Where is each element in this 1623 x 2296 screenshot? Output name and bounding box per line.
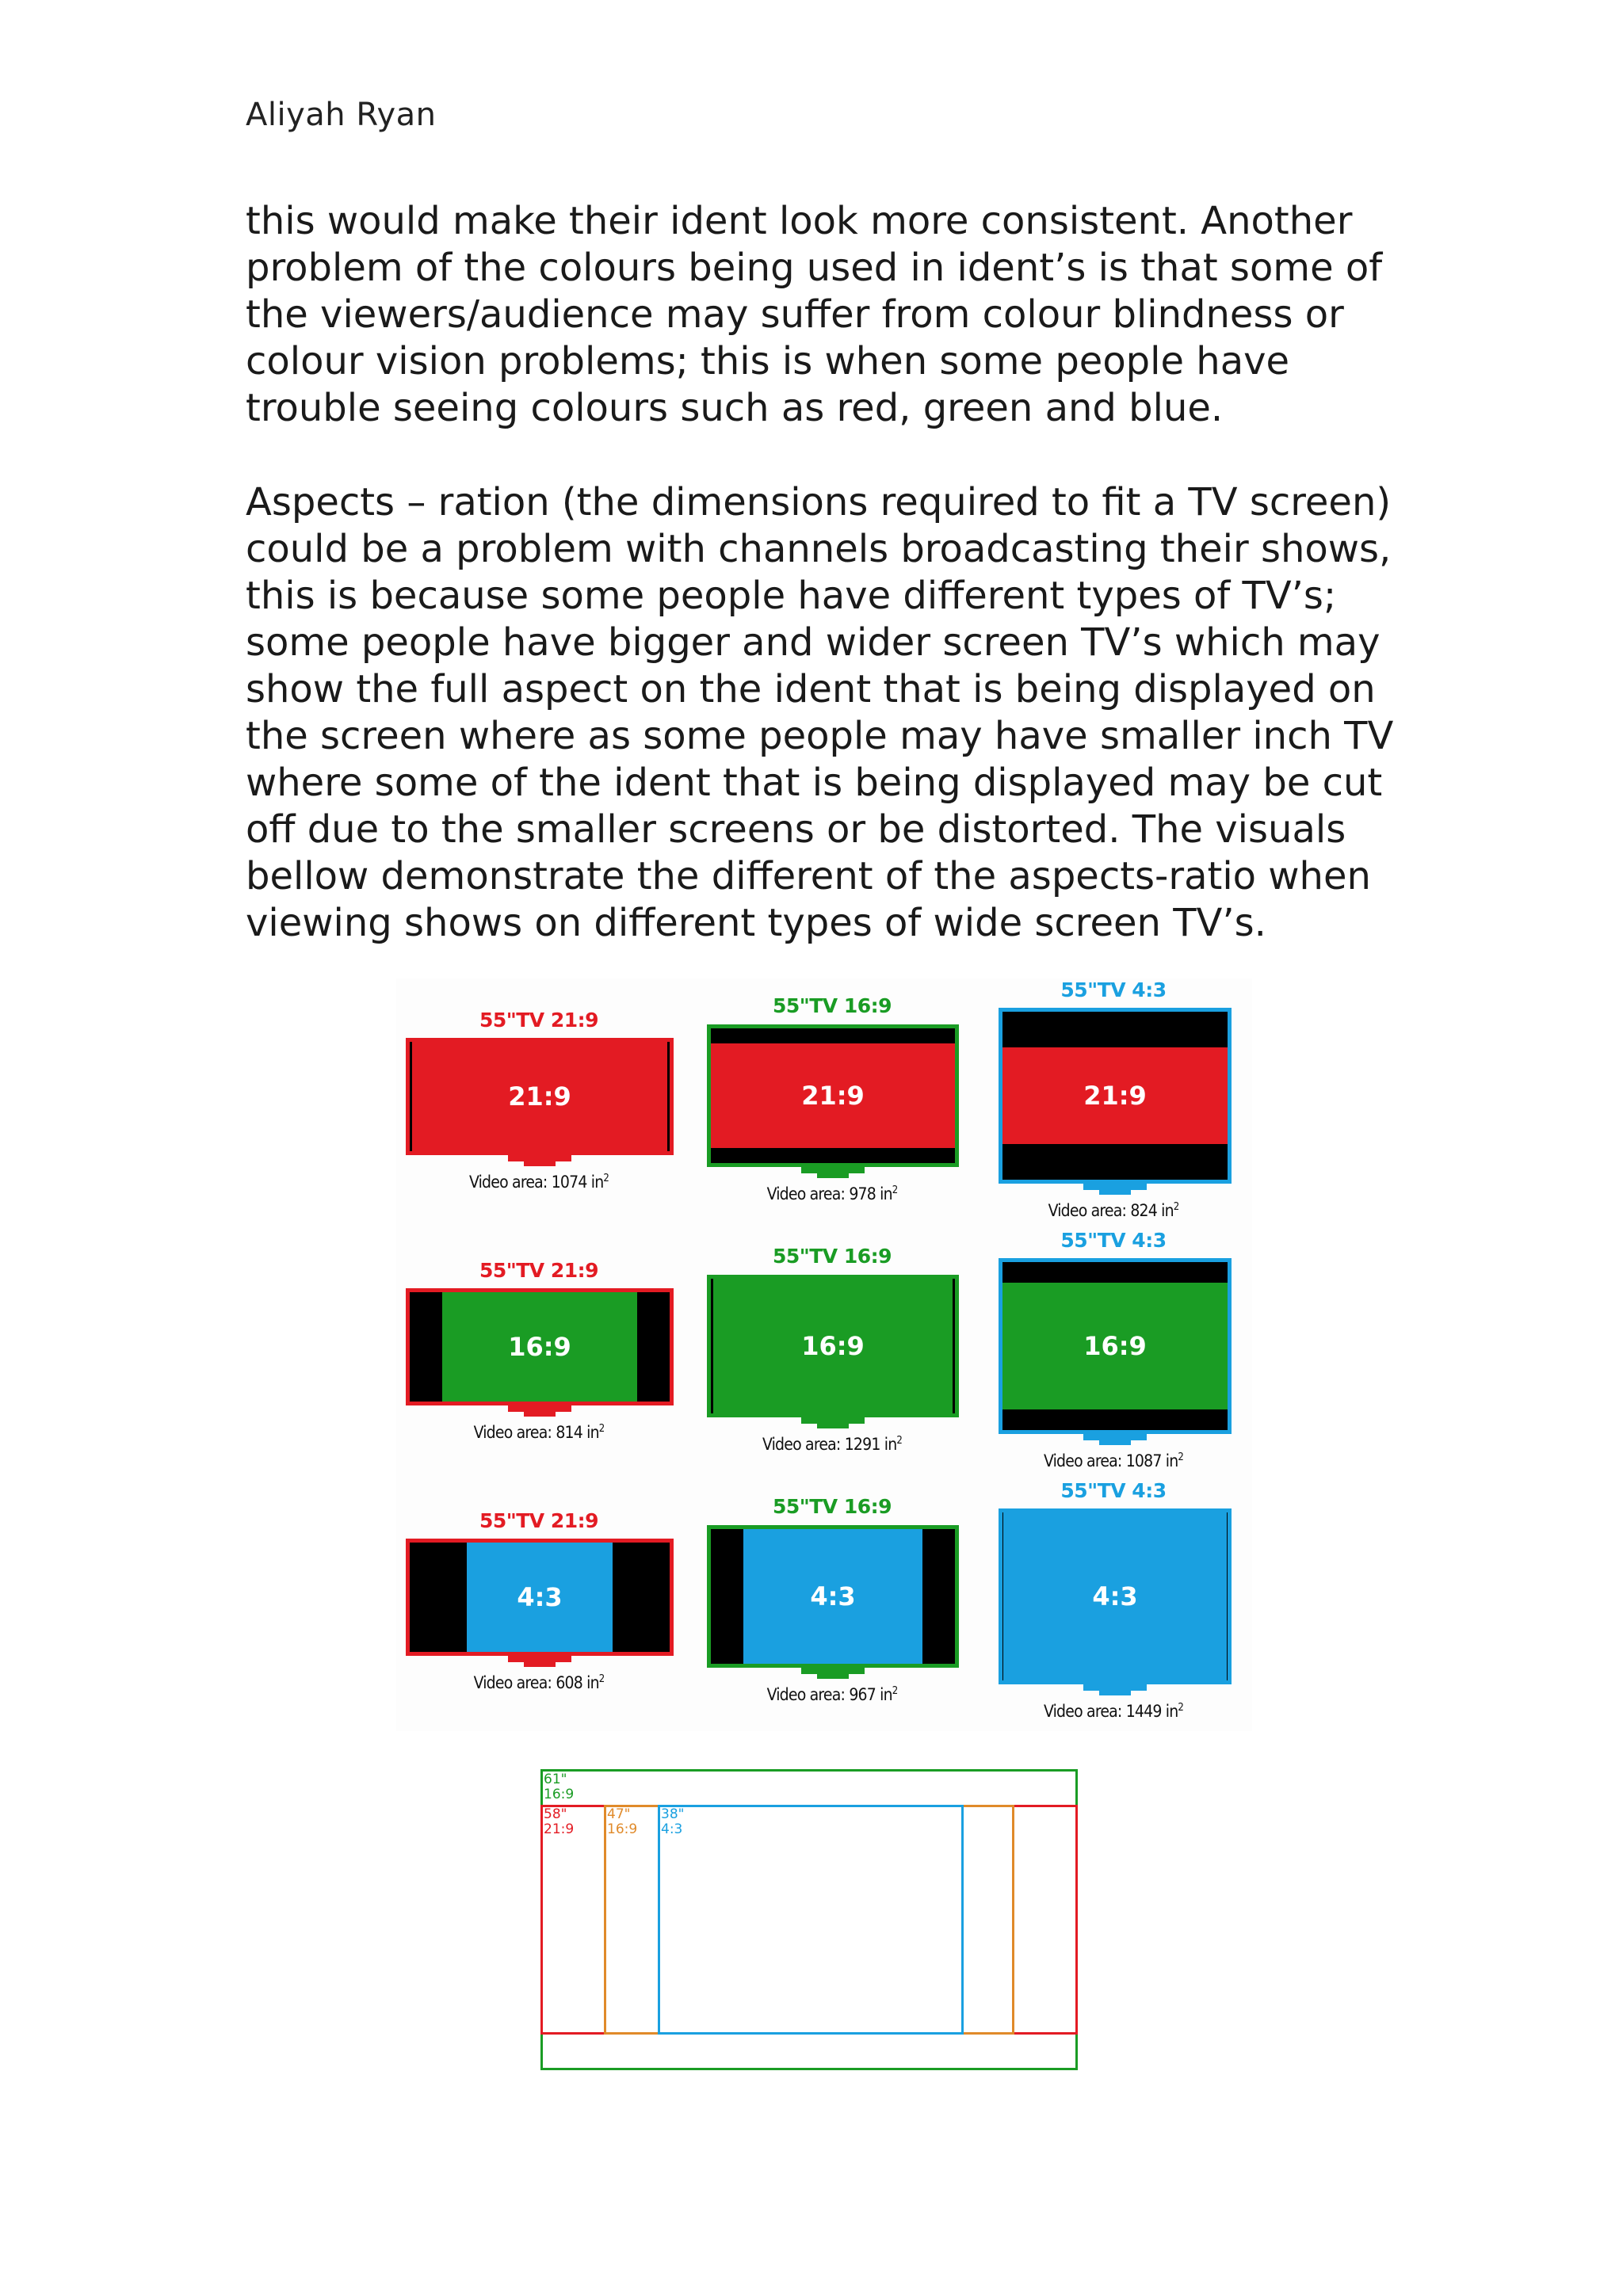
video-area-value: 967 in bbox=[849, 1685, 892, 1704]
text-line: where some of the ident that is being displayed may be cut bbox=[246, 761, 1383, 805]
video-content-area: 21:9 bbox=[711, 1043, 955, 1148]
unit-exponent: 2 bbox=[892, 1685, 898, 1697]
aspect-ratio-tv-grid bbox=[396, 978, 1252, 1731]
text-line: bellow demonstrate the different of the aspects-ratio when bbox=[246, 854, 1371, 898]
tv-stand-neck bbox=[1083, 1184, 1147, 1190]
video-area-label bbox=[404, 1673, 674, 1692]
text-line: problem of the colours being used in ident’s is that some of bbox=[246, 246, 1383, 290]
tv-caption: 55"TV 21:9 bbox=[479, 1009, 599, 1032]
tv-stand-neck bbox=[508, 1656, 571, 1662]
video-area-value: 608 in bbox=[556, 1673, 599, 1692]
screen-ratio: 16:9 bbox=[607, 1821, 638, 1837]
body-paragraph-2 bbox=[246, 479, 1419, 947]
tv-stand-foot bbox=[1099, 1691, 1131, 1695]
video-area-value: 978 in bbox=[849, 1184, 892, 1203]
unit-exponent: 2 bbox=[1178, 1451, 1184, 1463]
video-area-label bbox=[979, 1702, 1248, 1721]
tv-illustration bbox=[697, 978, 967, 1216]
body-paragraph-1 bbox=[246, 198, 1419, 432]
unit-exponent: 2 bbox=[603, 1173, 609, 1184]
tv-caption: 55"TV 4:3 bbox=[1060, 1479, 1167, 1502]
text-line: this is because some people have different types of TV’s; bbox=[246, 574, 1337, 618]
text-line: show the full aspect on the ident that is being displayed on bbox=[246, 667, 1376, 711]
tv-screen bbox=[707, 1525, 959, 1668]
text-line: viewing shows on different types of wide screen TV’s. bbox=[246, 901, 1266, 945]
screen-size-inches: 38" bbox=[661, 1806, 685, 1822]
unit-exponent: 2 bbox=[598, 1673, 605, 1685]
video-area-value: 824 in bbox=[1130, 1201, 1174, 1220]
tv-screen bbox=[406, 1539, 674, 1656]
video-content-area: 21:9 bbox=[412, 1042, 667, 1151]
video-content-area: 4:3 bbox=[1003, 1512, 1228, 1680]
tv-screen bbox=[707, 1024, 959, 1167]
tv-illustration bbox=[979, 978, 1248, 1220]
video-area-prefix: Video area: bbox=[762, 1435, 845, 1454]
tv-illustration bbox=[979, 1229, 1248, 1470]
video-area-prefix: Video area: bbox=[766, 1184, 850, 1203]
screen-ratio: 21:9 bbox=[544, 1821, 575, 1837]
video-area-label bbox=[979, 1201, 1248, 1220]
video-area-value: 814 in bbox=[556, 1423, 599, 1442]
video-area-prefix: Video area: bbox=[1048, 1201, 1131, 1220]
screen-size-inches: 58" bbox=[544, 1806, 567, 1822]
tv-stand-neck bbox=[508, 1155, 571, 1161]
text-line: this would make their ident look more consistent. Another bbox=[246, 199, 1353, 243]
tv-illustration bbox=[404, 1229, 674, 1466]
video-area-label bbox=[697, 1435, 967, 1454]
text-line: some people have bigger and wider screen TV’s which may bbox=[246, 620, 1381, 665]
video-content-area: 16:9 bbox=[1002, 1283, 1228, 1409]
video-area-prefix: Video area: bbox=[766, 1685, 850, 1704]
video-area-prefix: Video area: bbox=[468, 1173, 552, 1192]
text-line: colour vision problems; this is when some people have bbox=[246, 339, 1290, 383]
tv-stand-foot bbox=[817, 1674, 849, 1679]
video-area-label bbox=[697, 1184, 967, 1203]
video-area-value: 1087 in bbox=[1125, 1451, 1178, 1470]
author-name: Aliyah Ryan bbox=[246, 97, 437, 133]
tv-caption: 55"TV 4:3 bbox=[1060, 1229, 1167, 1252]
tv-screen bbox=[406, 1288, 674, 1405]
tv-stand-foot bbox=[524, 1161, 556, 1166]
text-line: could be a problem with channels broadcasting their shows, bbox=[246, 527, 1392, 571]
video-area-prefix: Video area: bbox=[1043, 1451, 1126, 1470]
video-area-prefix: Video area: bbox=[473, 1673, 556, 1692]
screen-size-label bbox=[544, 1807, 574, 1837]
video-area-prefix: Video area: bbox=[473, 1423, 556, 1442]
unit-exponent: 2 bbox=[598, 1423, 605, 1435]
screen-ratio: 16:9 bbox=[544, 1787, 575, 1802]
video-content-area: 16:9 bbox=[442, 1292, 636, 1402]
tv-caption: 55"TV 4:3 bbox=[1060, 978, 1167, 1001]
tv-illustration bbox=[404, 1479, 674, 1717]
tv-illustration bbox=[979, 1479, 1248, 1721]
tv-stand-neck bbox=[508, 1405, 571, 1412]
screen-outline bbox=[658, 1805, 964, 2035]
video-content-area: 21:9 bbox=[1002, 1047, 1228, 1144]
tv-screen bbox=[999, 1258, 1232, 1434]
video-area-value: 1291 in bbox=[844, 1435, 897, 1454]
video-content-area: 16:9 bbox=[713, 1279, 953, 1413]
unit-exponent: 2 bbox=[1173, 1201, 1179, 1213]
text-line: trouble seeing colours such as red, green and blue. bbox=[246, 386, 1224, 430]
video-area-value: 1074 in bbox=[551, 1173, 604, 1192]
tv-illustration bbox=[404, 978, 674, 1216]
tv-screen bbox=[999, 1008, 1232, 1184]
screen-size-label bbox=[607, 1807, 637, 1837]
text-line: the viewers/audience may suffer from colour blindness or bbox=[246, 292, 1344, 337]
unit-exponent: 2 bbox=[892, 1184, 898, 1196]
tv-screen bbox=[406, 1038, 674, 1155]
tv-stand-foot bbox=[1099, 1440, 1131, 1445]
text-line: off due to the smaller screens or be distorted. The visuals bbox=[246, 807, 1346, 852]
tv-stand-neck bbox=[801, 1668, 865, 1674]
video-area-value: 1449 in bbox=[1125, 1702, 1178, 1721]
unit-exponent: 2 bbox=[896, 1435, 903, 1447]
tv-stand-foot bbox=[817, 1173, 849, 1178]
tv-stand-foot bbox=[524, 1412, 556, 1417]
tv-caption: 55"TV 16:9 bbox=[772, 994, 892, 1017]
tv-stand-neck bbox=[801, 1167, 865, 1173]
screen-size-label bbox=[661, 1807, 684, 1837]
tv-caption: 55"TV 16:9 bbox=[772, 1245, 892, 1268]
video-content-area: 4:3 bbox=[743, 1529, 923, 1664]
tv-illustration bbox=[697, 1479, 967, 1717]
video-content-area: 4:3 bbox=[467, 1543, 613, 1652]
screen-size-comparison-diagram bbox=[540, 1769, 1078, 2070]
unit-exponent: 2 bbox=[1178, 1702, 1184, 1714]
video-area-label bbox=[404, 1423, 674, 1442]
screen-ratio: 4:3 bbox=[661, 1821, 683, 1837]
tv-caption: 55"TV 16:9 bbox=[772, 1495, 892, 1518]
video-area-label bbox=[404, 1173, 674, 1192]
tv-stand-foot bbox=[1099, 1190, 1131, 1195]
tv-caption: 55"TV 21:9 bbox=[479, 1509, 599, 1532]
tv-stand-neck bbox=[1083, 1434, 1147, 1440]
tv-illustration bbox=[697, 1229, 967, 1466]
video-area-label bbox=[697, 1685, 967, 1704]
tv-screen bbox=[707, 1275, 959, 1417]
screen-size-inches: 47" bbox=[607, 1806, 631, 1822]
screen-size-label bbox=[544, 1772, 574, 1802]
tv-stand-neck bbox=[801, 1417, 865, 1424]
tv-stand-foot bbox=[817, 1424, 849, 1428]
text-line: the screen where as some people may have smaller inch TV bbox=[246, 714, 1394, 758]
tv-screen bbox=[999, 1508, 1232, 1684]
video-area-prefix: Video area: bbox=[1043, 1702, 1126, 1721]
video-area-label bbox=[979, 1451, 1248, 1470]
tv-stand-foot bbox=[524, 1662, 556, 1667]
tv-caption: 55"TV 21:9 bbox=[479, 1259, 599, 1282]
text-line: Aspects – ration (the dimensions required to fit a TV screen) bbox=[246, 480, 1392, 524]
tv-stand-neck bbox=[1083, 1684, 1147, 1691]
screen-size-inches: 61" bbox=[544, 1772, 567, 1787]
